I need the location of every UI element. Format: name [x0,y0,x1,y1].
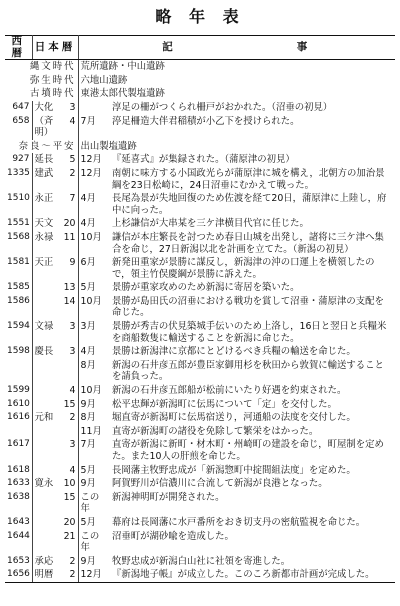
year-cell [5,425,32,439]
era-name-cell [32,384,60,398]
month-cell: この年 [80,491,100,515]
era-year-cell: 15 [60,398,78,412]
era-year-cell: 13 [60,281,78,295]
event-text: 新潟神明町が開発された。 [112,491,225,503]
event-text: 景勝が島田氏の沼垂における戦功を賞して沼垂・蒲原津の支配を命じた。 [112,295,384,319]
era-name-cell [32,281,60,295]
year-cell: 1551 [5,217,32,231]
table-row [5,345,395,359]
era-year-cell: 14 [60,295,78,320]
event-text: 直寄が新潟町の諸役を免除して繁栄をはかった。 [112,425,319,437]
table-row [5,192,395,217]
era-year-cell: 5 [60,153,78,167]
table-header-row [5,36,395,60]
month-cell: 9月 [80,398,96,410]
table-row [5,425,395,439]
chronology-table [5,35,395,583]
event-text: 堀直寄が新潟町に伝馬宿送り，河通船の法度を交付した。 [112,412,356,424]
month-cell: この年 [80,530,100,554]
year-cell: 1568 [5,231,32,256]
table-row [5,530,395,555]
year-cell: 1618 [5,464,32,478]
event-text: 景勝が重家攻めのため新潟に寄居を築いた。 [112,282,300,294]
year-cell: 1599 [5,384,32,398]
table-row [5,281,395,295]
month-cell [78,101,110,115]
era-name-cell: 明暦 [32,568,60,582]
era-year-cell: 7 [60,192,78,217]
year-cell: 1610 [5,398,32,412]
era-name-cell [32,438,60,463]
month-cell: 3月 [80,321,96,333]
year-cell: 927 [5,153,32,167]
header-ji: 事 [296,40,312,53]
table-row [5,256,395,281]
table-row [5,438,395,463]
month-cell: 5月 [80,282,96,294]
era-year-cell: 15 [60,491,78,516]
table-row [5,115,395,140]
event-text: 長岡藩主牧野忠成が「新潟惣町中掟間組法度」を定めた。 [112,464,356,476]
table-row [5,167,395,192]
month-cell: 7月 [80,115,96,127]
table-row [5,295,395,320]
event-text: 長尾為景が失地回復のため佐渡を経て20日，蒲原津に上陸し，府中に向った。 [112,193,387,216]
month-cell: 4月 [80,218,96,230]
event-text: 直寄が新潟に新町・材木町・州崎町の建設を命じ，町屋制を定めた。また10人の肝煎を命じた。 [112,439,384,462]
month-cell: 9月 [80,555,96,567]
era-year-cell [60,359,78,384]
month-cell: 12月 [78,568,110,582]
table-row [5,231,395,256]
event-text: 出山製塩遺跡 [80,140,137,152]
year-cell: 1335 [5,167,32,192]
year-cell: 1594 [5,320,32,345]
header-ki: 記 [162,40,177,53]
era-cell: 縄文時代 [5,60,78,74]
event-text: 景勝が秀吉の伏見築城手伝いのため上洛し，16日と翌日と兵糧米を商船数隻に輸送することを新潟に命じた。 [112,321,387,344]
year-cell: 1653 [5,555,32,569]
event-text: 『新潟地子帳』が成立した。このころ新都市計画が完成した。 [110,568,395,582]
event-text: 松平忠輝が新潟町に伝馬について「定」を交付した。 [112,398,337,410]
month-cell: 5月 [80,516,96,528]
era-name-cell [32,516,60,530]
page-title: 略 年 表 [155,7,245,26]
table-row [5,568,395,582]
era-year-cell: 9 [60,256,78,281]
month-cell: 10月 [80,385,102,397]
era-name-cell: 慶長 [34,346,54,358]
month-cell: 10月 [80,231,102,243]
era-year-cell: 4 [60,464,78,478]
event-text: 幕府は長岡藩に水戸番所をおき切支丹の密航監視を命じた。 [112,516,366,528]
event-text: 南朝に味方する小国政光らが蒲原津に城を構え，北朝方の加治景綱を23日松崎に，24日沼垂にむかえて戦った。 [112,167,385,191]
event-text: 沼垂町が湖砂喩を造成した。 [112,530,234,542]
table-row [5,464,395,478]
month-cell: 5月 [80,464,96,476]
header-seireki: 西暦 [5,36,32,60]
month-cell: 12月 [80,154,102,166]
year-cell: 647 [5,101,32,115]
era-name-cell [32,464,60,478]
era-name-cell [32,530,60,555]
era-name-cell [32,491,60,516]
era-year-cell [60,425,78,439]
era-year-cell: 2 [60,568,78,582]
era-name-cell: 延長 [34,154,54,166]
table-row [5,359,395,384]
year-cell: 1644 [5,530,32,555]
era-year-cell: 20 [60,516,78,530]
event-text: 六地山遺跡 [80,74,128,86]
era-name-cell: 大化 [34,101,54,113]
event-text: 牧野忠成が新潟白山社に社領を寄進した。 [112,555,291,567]
header-nihonreki: 日本暦 [32,36,78,60]
year-cell: 1616 [5,411,32,425]
era-name-cell: 承応 [34,555,54,567]
table-row [5,217,395,231]
event-text: 東港太郎代製塩遺跡 [80,88,165,100]
year-cell: 1581 [5,256,32,281]
era-name-cell: 永正 [34,193,54,205]
year-cell: 1633 [5,477,32,491]
month-cell: 10月 [80,295,102,307]
era-name-cell: 寛永 [34,478,54,490]
era-year-cell: 3 [60,345,78,359]
era-name-cell: 天正 [34,257,54,269]
year-cell: 658 [5,115,32,140]
event-text: 阿賀野川が信濃川に合流して新潟が良港となった。 [112,478,328,490]
table-row [5,140,395,154]
table-row [5,87,395,101]
era-name-cell: 天文 [34,218,54,230]
event-text: 渟足柵造大伴君稲積が小乙下を授けられた。 [112,115,300,127]
month-cell: 7月 [80,439,96,451]
era-name-cell [32,398,60,412]
era-cell: 古墳時代 [5,87,78,101]
era-name-cell [32,359,60,384]
era-name-cell: 永禄 [34,231,54,243]
month-cell: 4月 [80,346,96,358]
event-text: 謙信が本庄繁長を討つため春日山城を出発し，諸将に三ケ津へ集合を命じ，27日新潟以北を計画を立てた。（新潟の初見） [112,231,384,255]
era-name-cell: 元和 [34,412,54,424]
event-text: 新潟の石井彦五郎が豊臣家御用杉を秋田から敦賀に輸送することを請負った。 [112,359,384,383]
event-text: 淳足の柵がつくられ柵戸がおかれた。（沼垂の初見） [112,101,333,113]
table-row [5,398,395,412]
year-cell [5,359,32,384]
era-year-cell: 3 [60,438,78,463]
event-text: 新発田重家が景勝に謀反し，新潟津の沖の口運上を横領したので，領主竹俣慶綱が景勝に訴えた。 [112,257,375,280]
era-name-cell: （斉明） [34,115,54,139]
table-row [5,74,395,88]
header-kiji [78,36,395,60]
table-row [5,491,395,516]
month-cell: 8月 [80,359,96,371]
era-name-cell: 文禄 [34,321,54,333]
table-row [5,477,395,491]
era-name-cell [32,295,60,320]
table-row [5,555,395,569]
month-cell: 8月 [80,412,96,424]
month-cell: 11月 [80,425,102,437]
era-name-cell [32,425,60,439]
year-cell: 1585 [5,281,32,295]
year-cell: 1510 [5,192,32,217]
event-text: 景勝は新潟津に京都にとどけるべき兵糧の輸送を命じた。 [112,346,356,358]
era-year-cell: 3 [60,101,78,115]
table-row [5,153,395,167]
era-year-cell: 4 [60,384,78,398]
era-year-cell: 2 [60,555,78,569]
era-name-cell: 建武 [34,167,54,179]
table-row [5,384,395,398]
year-cell: 1656 [5,568,32,582]
table-row [5,101,395,115]
year-cell: 1638 [5,491,32,516]
event-text: 『延喜式』が集録された。（蒲原津の初見） [112,154,295,166]
event-text: 荒所遺跡・中山遺跡 [80,61,165,73]
table-row [5,60,395,74]
era-year-cell: 2 [60,411,78,425]
era-year-cell: 10 [60,477,78,491]
year-cell: 1617 [5,438,32,463]
month-cell: 4月 [80,193,96,205]
year-cell: 1598 [5,345,32,359]
year-cell: 1586 [5,295,32,320]
era-year-cell: 3 [60,320,78,345]
era-year-cell: 2 [60,167,78,192]
table-row [5,320,395,345]
table-row [5,516,395,530]
month-cell: 12月 [80,167,102,179]
era-cell: 弥生時代 [5,74,78,88]
month-cell: 6月 [80,257,96,269]
table-row [5,411,395,425]
table-body [5,60,395,583]
year-cell: 1643 [5,516,32,530]
era-cell: 奈良～平安 [5,140,78,154]
event-text: 新潟の石井彦五郎船が松前にいたり好遇を約束された。 [112,385,347,397]
month-cell: 9月 [80,478,96,490]
era-year-cell: 4 [60,115,78,140]
event-text: 上杉謙信が大串某を三ケ津横目代官に任じた。 [112,218,309,230]
era-year-cell: 21 [60,530,78,555]
era-year-cell: 20 [60,217,78,231]
era-year-cell: 11 [60,231,78,256]
